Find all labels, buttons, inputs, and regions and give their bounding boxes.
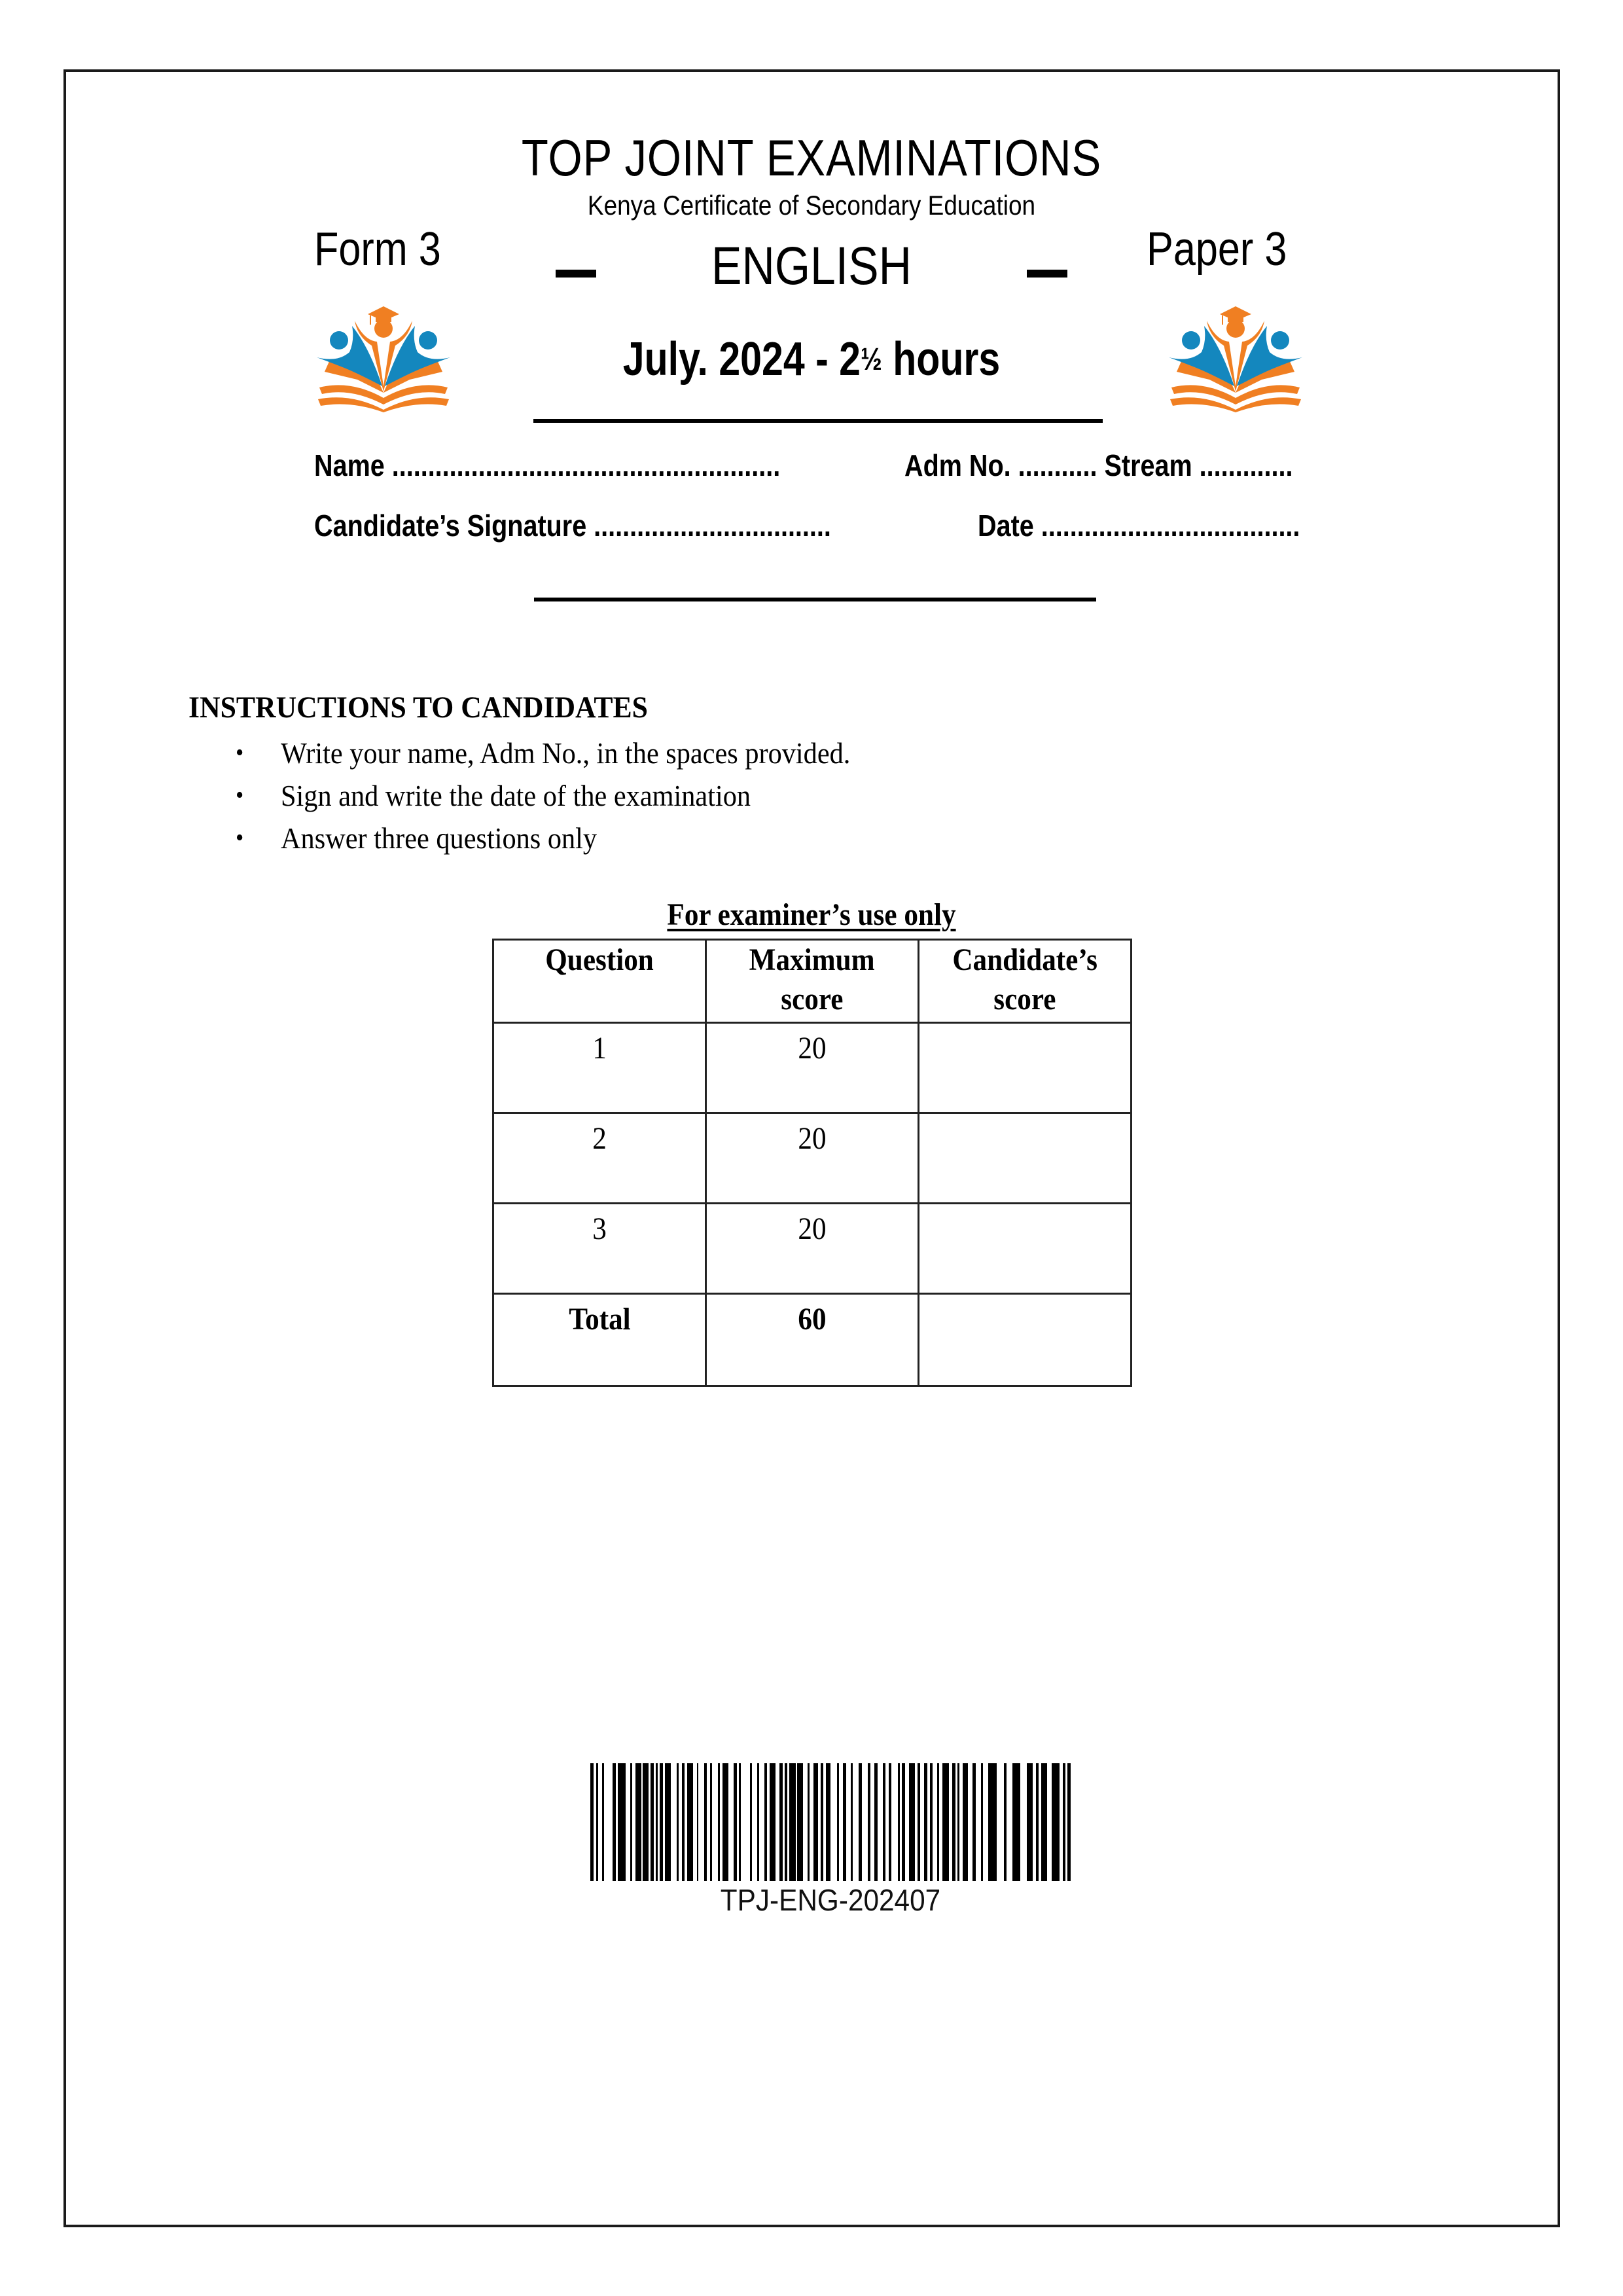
form-label: Form 3 [314, 223, 441, 276]
instructions-heading: INSTRUCTIONS TO CANDIDATES [188, 691, 648, 725]
dash-right [1027, 270, 1067, 278]
instruction-item: • Sign and write the date of the examination [236, 774, 850, 817]
header-rule-bottom [534, 598, 1096, 601]
barcode-code: TPJ-ENG-202407 [720, 1883, 941, 1917]
max-score: 20 [706, 1023, 919, 1113]
bullet-icon: • [236, 781, 244, 809]
adm-stream-field[interactable]: Adm No. ........... Stream ............. [904, 448, 1293, 482]
table-header-row [493, 940, 1132, 1023]
candidate-score-cell[interactable] [919, 1113, 1132, 1204]
table-caption: For examiner’s use only [667, 897, 956, 932]
date-prefix: July. 2024 - 2 [622, 333, 861, 386]
date-suffix: hours [882, 333, 1001, 386]
table-row [493, 1023, 1132, 1113]
exam-title: TOP JOINT EXAMINATIONS [521, 129, 1102, 187]
name-field[interactable]: Name ...................................................... [314, 448, 781, 482]
header-candidate-score: Candidate’s score [919, 940, 1132, 1023]
question-number: 3 [493, 1204, 706, 1294]
max-score: 20 [706, 1204, 919, 1294]
header-question: Question [493, 940, 706, 1023]
question-number: 2 [493, 1113, 706, 1204]
header-maximum-score: Maximum score [706, 940, 919, 1023]
header-rule-top [533, 419, 1103, 423]
date-field[interactable]: Date .................................... [978, 509, 1300, 543]
barcode-icon [590, 1763, 1071, 1881]
exam-date-duration [146, 332, 1477, 386]
candidate-score-cell[interactable] [919, 1204, 1132, 1294]
instruction-item: • Write your name, Adm No., in the spaces provided. [236, 732, 850, 774]
bullet-icon: • [236, 824, 244, 852]
question-number: 1 [493, 1023, 706, 1113]
max-score: 20 [706, 1113, 919, 1204]
subject-title: ENGLISH [711, 236, 912, 296]
signature-field[interactable]: Candidate’s Signature ................................. [314, 509, 831, 543]
instructions-list [236, 732, 904, 859]
paper-label: Paper 3 [1147, 223, 1287, 276]
score-table [492, 939, 1132, 1387]
candidate-score-cell[interactable] [919, 1023, 1132, 1113]
total-max-score: 60 [706, 1294, 919, 1386]
exam-subtitle: Kenya Certificate of Secondary Education [587, 190, 1036, 221]
bullet-icon: • [236, 739, 244, 766]
instruction-item: • Answer three questions only [236, 817, 850, 859]
duration-fraction: ½ [860, 342, 882, 377]
table-row [493, 1204, 1132, 1294]
table-total-row [493, 1294, 1132, 1386]
total-candidate-score-cell[interactable] [919, 1294, 1132, 1386]
table-row [493, 1113, 1132, 1204]
total-label: Total [493, 1294, 706, 1386]
